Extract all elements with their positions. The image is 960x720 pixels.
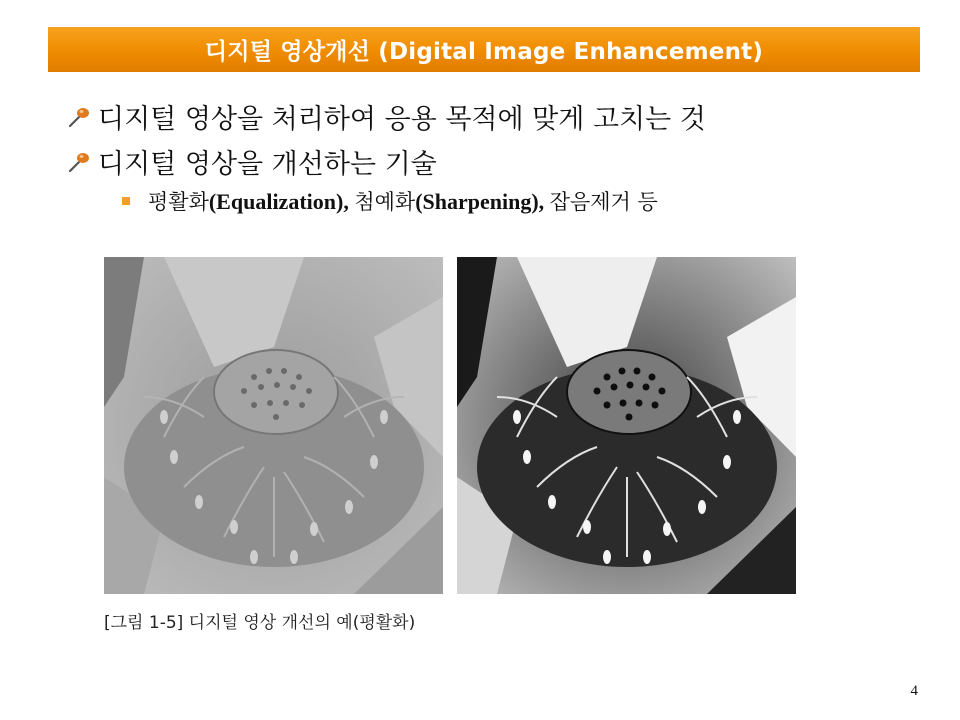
sub-bullet-part-3: 첨예화 xyxy=(354,190,416,214)
sub-bullet-item xyxy=(122,186,658,216)
pin-icon xyxy=(66,104,92,130)
bullet-text-1: 디지털 영상을 처리하여 응용 목적에 맞게 고치는 것 xyxy=(98,104,706,135)
sub-bullet-text xyxy=(148,186,658,216)
sub-bullet-part-2: (Equalization), xyxy=(208,189,355,214)
pin-icon xyxy=(66,149,92,175)
sub-bullet-part-4: (Sharpening), xyxy=(415,189,550,214)
square-bullet-icon xyxy=(122,197,130,205)
sub-bullet-part-1: 평활화 xyxy=(148,190,209,214)
bullet-text-2: 디지털 영상을 개선하는 기술 xyxy=(98,149,437,180)
bullet-item-2 xyxy=(66,142,437,181)
lotus-equalized-image xyxy=(457,257,796,594)
bullet-item-1 xyxy=(66,97,706,136)
page-number: 4 xyxy=(910,683,918,699)
slide-title: 디지털 영상개선 (Digital Image Enhancement) xyxy=(204,39,764,65)
lotus-original-image xyxy=(104,257,443,594)
title-bar xyxy=(48,27,920,72)
sub-bullet-part-5: 잡음제거 등 xyxy=(549,190,658,214)
figure-caption: [그림 1-5] 디지털 영상 개선의 예(평활화) xyxy=(104,613,416,633)
